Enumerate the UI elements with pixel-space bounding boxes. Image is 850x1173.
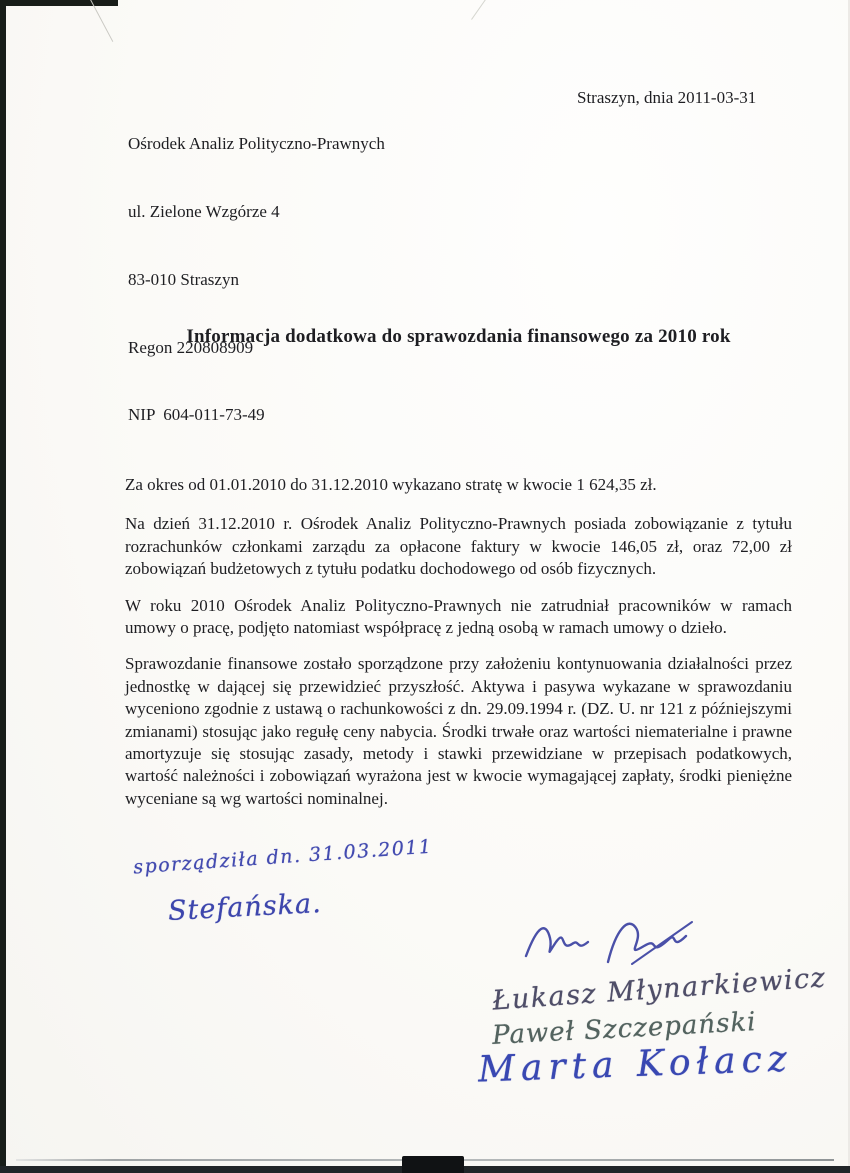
paragraph-liabilities: Na dzień 31.12.2010 r. Ośrodek Analiz Polityczno-Prawnych posiada zobowiązanie z tytułu rozrachunków członkami zarządu za opłacone faktury w kwocie 146,05 zł, oraz 72,00 zł zobowiązań budżetowych z tytułu podatku dochodowego od osób fizycznych. — [125, 514, 792, 579]
document-title: Informacja dodatkowa do sprawozdania finansowego za 2010 rok — [186, 326, 731, 347]
signature-pawel-szczepanski: Paweł Szczepański — [491, 1007, 758, 1051]
signature-lukasz-mlynarkiewicz: Łukasz Młynarkiewicz — [491, 962, 828, 1017]
sender-regon: Regon 220808909 — [128, 337, 254, 357]
handwritten-annotation: sporządziła dn. 31.03.2011 — [132, 835, 434, 879]
sender-city: 83-010 Straszyn — [128, 269, 239, 289]
handwritten-preparer-signature: Stefańska. — [167, 887, 323, 928]
sender-org-name: Ośrodek Analiz Polityczno-Prawnych — [128, 134, 385, 154]
sender-nip: NIP 604-011-73-49 — [128, 405, 265, 425]
illegible-signature — [520, 912, 705, 972]
paragraph-accounting-policies: Sprawozdanie finansowe zostało sporządzone przy założeniu kontynuowania działalności przez jednostkę w dającej się przewidzieć przyszłość. Aktywa i pasywa wykazane w sprawozdaniu wyceniono zgodnie z ustawą o rachunkowości z dn. 29.09.1994 r. (DZ. U. nr 121 z późniejszymi zmianami) stosując jako regułę ceny nabycia. Środki trwałe oraz wartości niematerialne i prawne amortyzuje się stosując zasady, metody i stawki przewidziane w przepisach podatkowych, wartość należności i zobowiązań wyrażona jest w kwocie wymagającej zapłaty, środki pieniężne wyceniane są wg wartości nominalnej. — [125, 654, 792, 808]
signature-marta-kolacz: Marta Kołacz — [477, 1038, 794, 1091]
paragraph-employment: W roku 2010 Ośrodek Analiz Polityczno-Prawnych nie zatrudniał pracowników w ramach umowy o pracę, podjęto natomiast współpracę z jedną osobą w ramach umowy o dzieło. — [125, 595, 792, 638]
scan-edge-top — [0, 0, 118, 6]
scan-crease-line — [88, 0, 113, 42]
scan-bottom-blob — [402, 1156, 464, 1173]
sender-street: ul. Zielone Wzgórze 4 — [128, 201, 280, 221]
scan-crease-line-2 — [471, 0, 487, 20]
document-body — [125, 474, 792, 824]
scan-edge-left — [0, 0, 6, 1173]
sender-block — [128, 88, 385, 472]
paragraph-period-loss: Za okres od 01.01.2010 do 31.12.2010 wykazano stratę w kwocie 1 624,35 zł. — [125, 475, 657, 494]
place-date-line: Straszyn, dnia 2011-03-31 — [577, 88, 757, 107]
